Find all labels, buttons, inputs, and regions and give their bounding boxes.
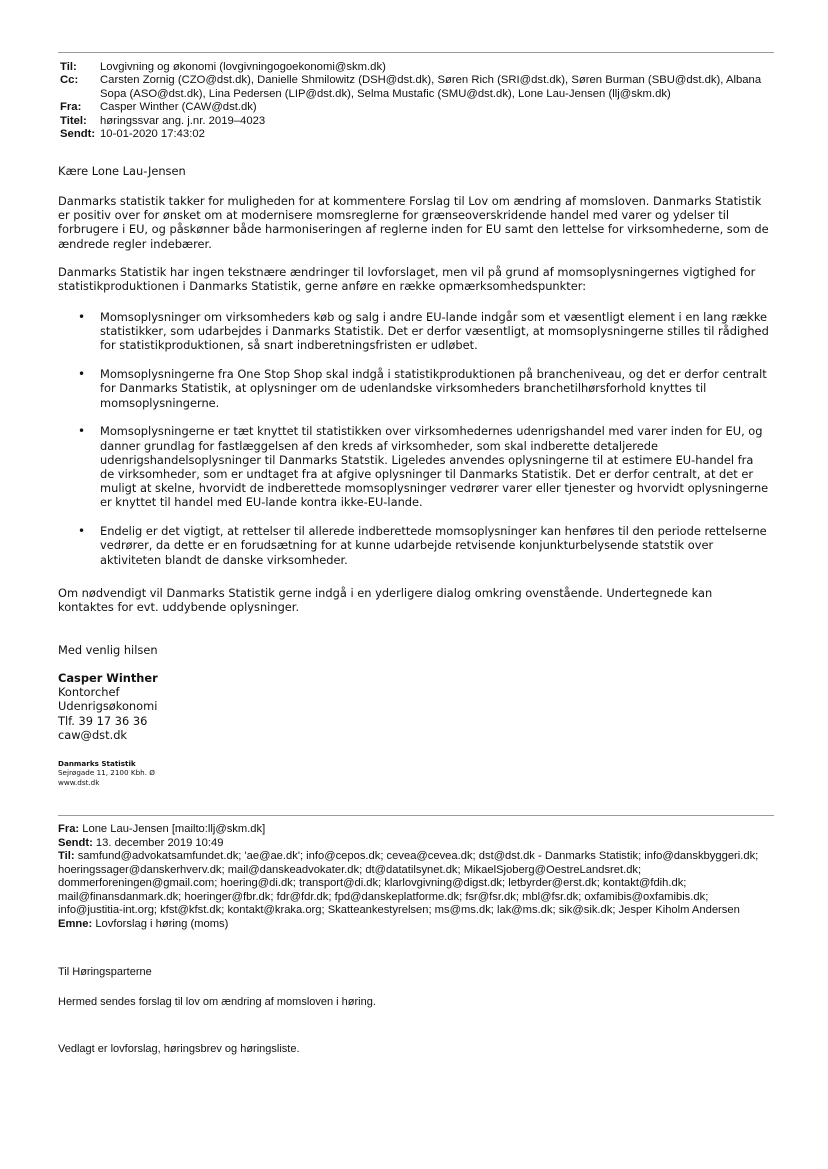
header-from-value: Casper Winther (CAW@dst.dk) [100, 101, 257, 114]
bullet-icon: • [78, 424, 86, 439]
signature-block [58, 671, 158, 742]
email-header [60, 61, 770, 141]
paragraph-remarks: Danmarks Statistik har ingen tekstnære ændringer til lovforslaget, men vil på grund af momsoplysningernes vigtighed for statistikproduktionen i Danmarks Statistik, gerne anføre en række opmærksomhedspunkter: [58, 265, 756, 294]
header-sent-value: 10-01-2020 17:43:02 [100, 128, 205, 141]
header-to-row [60, 61, 770, 74]
signature-role: Kontorchef [58, 685, 120, 700]
top-divider [58, 52, 774, 53]
organization-name: Danmarks Statistik [58, 759, 136, 768]
header-from-row [60, 101, 770, 114]
header-to-label: Til: [60, 61, 77, 73]
forwarded-to-value: samfund@advokatsamfundet.dk; 'ae@ae.dk'; info@cepos.dk; cevea@cevea.dk; dst@dst.dk - Danmarks Statistik; info@danskbyggeri.dk; hoeringssager@danskerhverv.dk; mail@danskeadvokater.dk; dt@datatilsynet.dk; MikaelSjoberg@OestreLandsret.dk; dommerforeningen@gmail.com; hoering@di.dk; transport@di.dk; klarlovgivning@digst.dk; letbyrder@erst.dk; kontakt@fdih.dk; mail@finansdanmark.dk; hoeringer@fbr.dk; fdr@fdr.dk; fpd@danskeplatforme.dk; fsr@fsr.dk; mbl@fsr.dk; oxfamibis@oxfamibis.dk; info@justitia-int.org; kfst@kfst.dk; kontakt@kraka.org; Skatteankestyrelsen; ms@ms.dk; lak@ms.dk; sik@sik.dk; Jesper Kiholm Andersen [58, 850, 759, 916]
organization-web: www.dst.dk [58, 777, 100, 787]
forwarded-from-value: Lone Lau-Jensen [mailto:llj@skm.dk] [82, 823, 266, 835]
forwarded-line-1: Hermed sendes forslag til lov om ændring af momsloven i høring. [58, 996, 376, 1008]
header-cc-value: Carsten Zornig (CZO@dst.dk), Danielle Shmilowitz (DSH@dst.dk), Søren Rich (SRI@dst.dk), Søren Burman (SBU@dst.dk), Albana Sopa (ASO@dst.dk), Lina Pedersen (LIP@dst.dk), Selma Mustafic (SMU@dst.dk), Lone Lau-Jensen (llj@skm.dk) [100, 74, 762, 100]
list-item [78, 367, 770, 410]
forwarded-header [58, 823, 774, 931]
organization-block [58, 759, 155, 787]
list-item [78, 424, 770, 509]
forwarded-from-label: Fra: [58, 823, 80, 835]
bullet-text: Endelig er det vigtigt, at rettelser til allerede indberettede momsoplysninger kan henføres til den periode rettelserne vedrører, da dette er en forudsætning for at kunne udarbejde retvisende konjunkturbelysende statstik over aktiviteten blandt de danske virksomheder. [100, 524, 767, 567]
header-sent-row [60, 128, 770, 141]
signature-phone: Tlf. 39 17 36 36 [58, 713, 148, 728]
bullet-icon: • [78, 310, 86, 324]
forwarded-sent-label: Sendt: [58, 836, 93, 849]
bullet-icon: • [78, 524, 86, 539]
bullet-text: Momsoplysningerne er tæt knyttet til statistikken over virksomhedernes udenrigshandel med varer inden for EU, og danner grundlag for fastlæggelsen af den kreds af virksomheder, som skal indberette detaljerede udenrigshandelsoplysninger til Danmarks Statstik. Ligeledes anvendes oplysningerne til at estimere EU-handel fra de virksomheder, som er undtaget fra at afgive oplysninger til Danmarks Statistik. Det er derfor centralt, at det er muligt at skelne, hvorvidt de indberettede momsoplysninger vedrører varer eller tjenester og hvorvidt oplysningerne er knyttet til handel med EU-lande kontra ikke-EU-lande. [100, 424, 769, 510]
paragraph-dialog: Om nødvendigt vil Danmarks Statistik gerne indgå i en yderligere dialog omkring ovenstående. Undertegnede kan kontaktes for evt. uddybende oplysninger. [58, 586, 713, 615]
forwarded-subject-row [58, 918, 774, 932]
list-item [78, 524, 770, 567]
forwarded-sent-value: 13. december 2019 10:49 [95, 836, 224, 849]
bullet-text: Momsoplysningerne fra One Stop Shop skal indgå i statistikproduktionen på brancheniveau, og det er derfor centralt for Danmarks Statistik, at oplysninger om de udenlandske virksomheders branchetilhørsforhold knyttes til momsoplysningerne. [100, 367, 767, 410]
header-to-value: Lovgivning og økonomi (lovgivningogoekonomi@skm.dk) [100, 61, 386, 73]
closing: Med venlig hilsen [58, 643, 158, 657]
list-item [78, 310, 770, 353]
header-sent-label: Sendt: [60, 128, 96, 141]
bullet-text: Momsoplysninger om virksomheders køb og salg i andre EU-lande indgår som et væsentligt element i en lang række statistikker, som udarbejdes i Danmarks Statistik. Det er derfor væsentligt, at momsoplysningerne stilles til rådighed for statistikproduktionen, så snart indberetningsfristen er udløbet. [100, 310, 769, 353]
forwarded-sent-row [58, 837, 774, 851]
header-cc-label: Cc: [60, 74, 79, 87]
forwarded-greeting: Til Høringsparterne [58, 966, 152, 978]
forwarded-divider [58, 815, 774, 816]
forwarded-subject-value: Lovforslag i høring (moms) [95, 917, 229, 930]
paragraph-intro: Danmarks statistik takker for muligheden for at kommentere Forslag til Lov om ændring af momsloven. Danmarks Statistik er positiv over for ønsket om at modernisere momsreglerne for grænseoverskridende handel med varer og ydelser til forbrugere i EU, og påskønner både harmoniseringen af reglerne inden for EU samt den lettelse for virksomhederne, som de ændrede regler indebærer. [58, 194, 769, 251]
forwarded-from-row [58, 823, 774, 837]
organization-address: Sejrøgade 11, 2100 Kbh. Ø [58, 768, 155, 778]
bullet-icon: • [78, 367, 86, 382]
signature-email: caw@dst.dk [58, 727, 128, 742]
signature-name: Casper Winther [58, 671, 158, 685]
forwarded-subject-label: Emne: [58, 917, 93, 930]
bullet-list [78, 310, 770, 581]
forwarded-to-row [58, 850, 774, 918]
signature-department: Udenrigsøkonomi [58, 699, 158, 714]
header-title-label: Titel: [60, 114, 87, 127]
header-cc-row [60, 74, 770, 101]
header-title-value: høringssvar ang. j.nr. 2019–4023 [100, 114, 266, 127]
header-from-label: Fra: [60, 101, 82, 114]
forwarded-to-label: Til: [58, 850, 75, 862]
salutation: Kære Lone Lau-Jensen [58, 164, 186, 178]
forwarded-line-2: Vedlagt er lovforslag, høringsbrev og høringsliste. [58, 1043, 300, 1055]
header-title-row [60, 115, 770, 128]
